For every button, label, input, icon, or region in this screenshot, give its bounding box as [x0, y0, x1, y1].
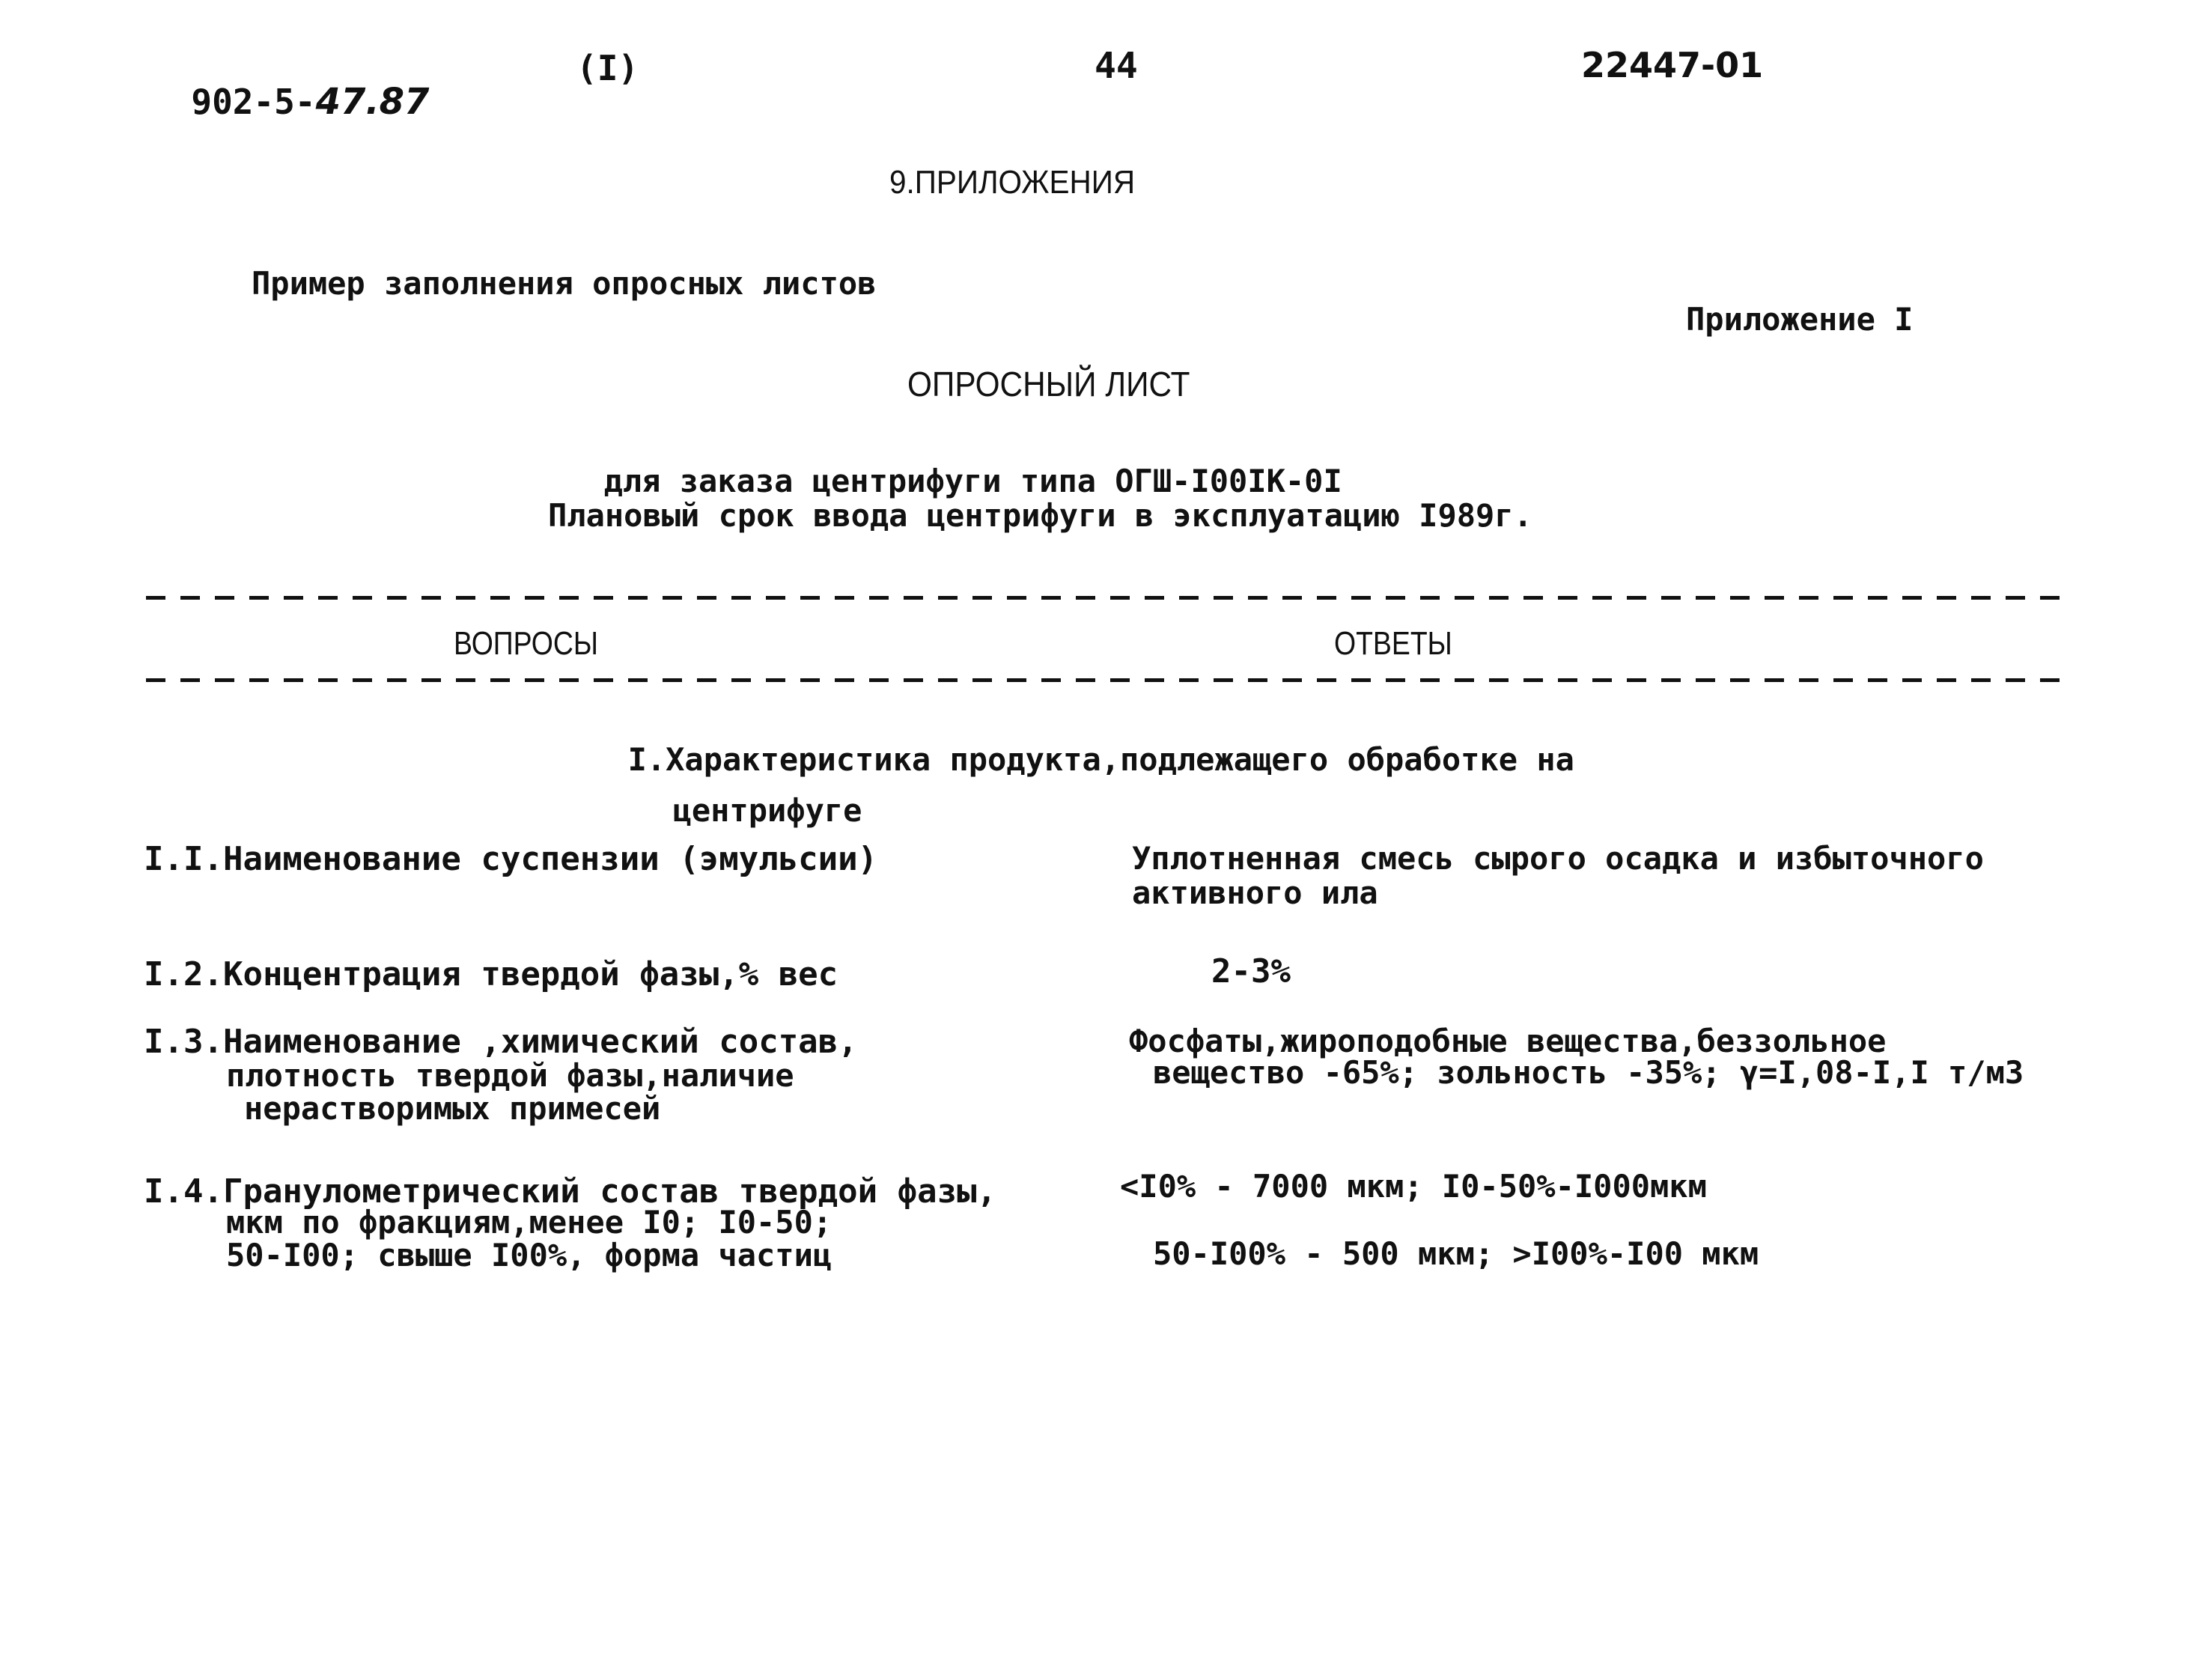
answer-1-4-line-2: 50-I00% - 500 мкм; >I00%-I00 мкм [1153, 1235, 1759, 1272]
question-1-4-line-1: I.4.Гранулометрический состав твердой фазы, [144, 1172, 997, 1211]
question-1-3-line-3: нерастворимых примесей [244, 1090, 661, 1127]
document-code [150, 49, 430, 123]
column-header-answers: ОТВЕТЫ [1334, 625, 1452, 662]
column-header-questions: ВОПРОСЫ [454, 625, 599, 662]
answer-1-3-line-1: Фосфаты,жироподобные вещества,беззольное [1129, 1023, 1887, 1059]
example-heading: Пример заполнения опросных листов [252, 265, 877, 302]
section-1-title-line-1: I.Характеристика продукта,подлежащего обработке на [627, 741, 1574, 778]
form-subtitle [566, 434, 1342, 497]
section-1-title-continued [635, 764, 862, 827]
table-header-dashed-rule [146, 678, 2063, 682]
question-1-4-line-2: мкм по фракциям,менее I0; I0-50; [226, 1204, 832, 1241]
answer-1-1-line-2: активного ила [1132, 874, 1378, 911]
question-1-3-line-1: I.3.Наименование ,химический состав, [144, 1023, 858, 1061]
table-top-dashed-rule [146, 596, 2063, 600]
planned-commissioning-date: Плановый срок ввода центрифуги в эксплуатацию I989г. [548, 497, 1532, 534]
answer-1-3-line-2: вещество -65%; зольность -35%; γ=I,08-I,I т/м3 [1153, 1054, 2024, 1091]
form-title: ОПРОСНЫЙ ЛИСТ [907, 365, 1190, 404]
answer-1-1-line-1: Уплотненная смесь сырого осадка и избыточного [1132, 840, 1984, 877]
document-code-prefix: 902-5- [191, 82, 316, 122]
question-1-3-line-2: плотность твердой фазы,наличие [226, 1057, 794, 1094]
appendix-label: Приложение I [1686, 301, 1914, 338]
document-code-handwritten: 47.87 [315, 81, 430, 123]
question-1-2: I.2.Концентрация твердой фазы,% вес [144, 955, 838, 993]
section-title: 9.ПРИЛОЖЕНИЯ [889, 164, 1136, 201]
question-1-1: I.I.Наименование суспензии (эмульсии) [144, 840, 878, 878]
answer-1-2: 2-3% [1211, 952, 1291, 990]
inventory-number: 22447-01 [1581, 45, 1764, 85]
answer-1-4-line-1: <I0% - 7000 мкм; I0-50%-I000мкм [1120, 1168, 1707, 1205]
question-1-4-line-3: 50-I00; свыше I00%, форма частиц [226, 1237, 832, 1273]
section-1-title-line-2: центрифуге [672, 792, 862, 829]
volume-number: (I) [576, 48, 639, 88]
page-number: 44 [1095, 45, 1138, 87]
form-subtitle-text: для заказа центрифуги типа ОГШ-I00IК-0I [603, 463, 1342, 499]
